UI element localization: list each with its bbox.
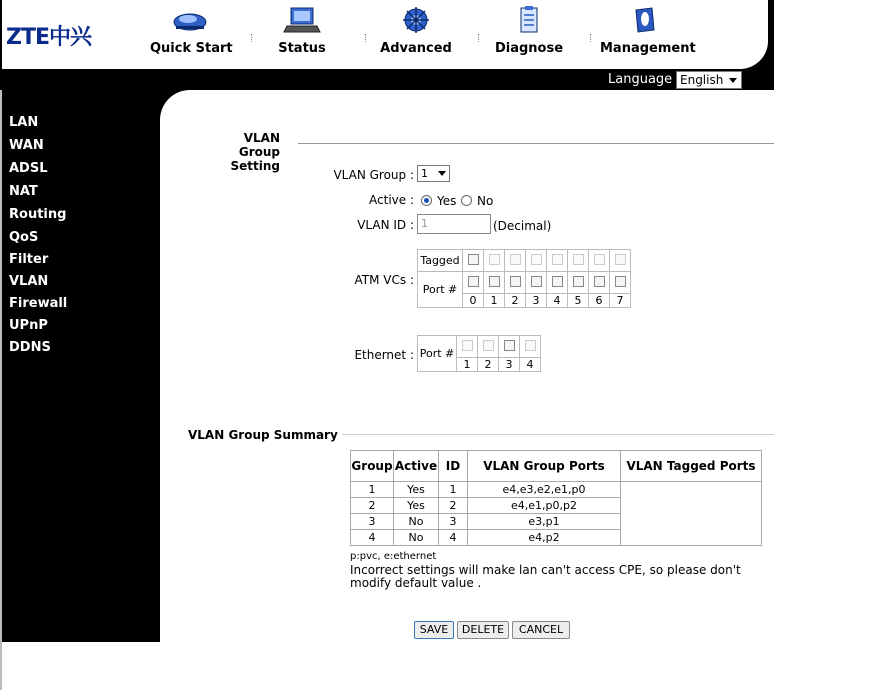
sidebar-item-filter[interactable]: Filter — [9, 252, 49, 267]
port-label-cell — [418, 272, 463, 308]
eth-port-checkbox-1[interactable] — [462, 340, 473, 351]
zte-logo: ZTE中兴 — [6, 25, 91, 50]
port-number: 6 — [589, 294, 610, 308]
sidebar-item-upnp[interactable]: UPnP — [9, 318, 48, 333]
table-cell: No — [394, 530, 439, 546]
status-icon — [282, 6, 322, 34]
sidebar-item-vlan[interactable]: VLAN — [9, 274, 49, 289]
atm-port-checkbox-2[interactable] — [510, 276, 521, 287]
atm-tagged-checkbox-6[interactable] — [594, 254, 605, 265]
sidebar-item-qos[interactable]: QoS — [9, 230, 39, 245]
port-legend: p:pvc, e:ethernet — [350, 551, 437, 562]
table-cell: 2 — [351, 498, 394, 514]
port-number: 7 — [610, 294, 631, 308]
port-number: 4 — [520, 358, 541, 372]
language-value: English — [680, 73, 724, 87]
chevron-down-icon — [729, 78, 737, 83]
tagged-label-cell — [418, 250, 463, 272]
port-number: 4 — [547, 294, 568, 308]
port-number: 1 — [457, 358, 478, 372]
port-number: 1 — [484, 294, 505, 308]
nav-management[interactable] — [600, 4, 696, 64]
sidebar-item-adsl[interactable]: ADSL — [9, 161, 48, 176]
nav-label: Advanced — [380, 41, 452, 56]
sidebar-item-wan[interactable]: WAN — [9, 138, 44, 153]
nav-quick-start[interactable] — [150, 4, 233, 64]
table-cell: e4,e3,e2,e1,p0 — [468, 482, 621, 498]
port-number: 3 — [526, 294, 547, 308]
port-number: 5 — [568, 294, 589, 308]
active-yes-label: Yes — [437, 194, 457, 208]
vlan-group-select[interactable] — [417, 165, 450, 182]
atm-tagged-checkbox-1[interactable] — [489, 254, 500, 265]
nav-divider — [365, 34, 367, 42]
active-yes-radio[interactable] — [421, 195, 432, 206]
active-no-radio[interactable] — [461, 195, 472, 206]
table-cell: 3 — [351, 514, 394, 530]
diagnose-icon — [509, 6, 549, 34]
nav-label: Status — [278, 41, 326, 56]
sidebar-item-firewall[interactable]: Firewall — [9, 296, 68, 311]
atm-port-checkbox-4[interactable] — [552, 276, 563, 287]
sidebar-item-lan[interactable]: LAN — [9, 115, 39, 130]
cancel-button[interactable]: CANCEL — [512, 621, 570, 639]
atm-tagged-checkbox-7[interactable] — [615, 254, 626, 265]
atm-vcs-grid — [417, 249, 631, 308]
sidebar-item-routing[interactable]: Routing — [9, 207, 67, 222]
vlan-id-label: VLAN ID : — [357, 218, 414, 232]
table-cell: 4 — [439, 530, 468, 546]
atm-port-checkbox-5[interactable] — [573, 276, 584, 287]
active-label: Active : — [369, 193, 414, 207]
port-number: 3 — [499, 358, 520, 372]
eth-port-checkbox-4[interactable] — [525, 340, 536, 351]
eth-port-checkbox-3[interactable] — [504, 340, 515, 351]
port-label: Port # — [422, 283, 458, 296]
section-title-line: VLAN Group — [238, 131, 280, 159]
delete-button[interactable]: DELETE — [457, 621, 509, 639]
section-divider — [298, 143, 774, 144]
atm-tagged-checkbox-3[interactable] — [531, 254, 542, 265]
ethernet-grid — [417, 335, 541, 372]
port-number: 2 — [478, 358, 499, 372]
nav-divider — [251, 34, 253, 42]
section-divider — [342, 434, 774, 435]
table-cell: Yes — [394, 482, 439, 498]
atm-port-checkbox-1[interactable] — [489, 276, 500, 287]
table-row — [351, 482, 762, 498]
save-button[interactable]: SAVE — [414, 621, 454, 639]
table-cell: 3 — [439, 514, 468, 530]
nav-advanced[interactable] — [380, 4, 452, 64]
table-cell: No — [394, 514, 439, 530]
eth-port-label-cell — [418, 336, 457, 372]
vlan-group-label: VLAN Group : — [333, 168, 414, 182]
vlan-id-unit: (Decimal) — [493, 219, 552, 233]
atm-tagged-checkbox-2[interactable] — [510, 254, 521, 265]
atm-port-checkbox-6[interactable] — [594, 276, 605, 287]
atm-port-checkbox-0[interactable] — [468, 276, 479, 287]
atm-tagged-checkbox-5[interactable] — [573, 254, 584, 265]
atm-port-checkbox-3[interactable] — [531, 276, 542, 287]
section-title-summary: VLAN Group Summary — [188, 428, 338, 442]
vlan-id-input[interactable]: 1 — [417, 214, 491, 234]
active-no-label: No — [477, 194, 494, 208]
section-title-line: Setting — [230, 159, 280, 173]
atm-tagged-checkbox-0[interactable] — [468, 254, 479, 265]
nav-status[interactable] — [270, 4, 334, 64]
nav-diagnose[interactable] — [494, 4, 564, 64]
port-number: 0 — [463, 294, 484, 308]
table-cell: Yes — [394, 498, 439, 514]
nav-label: Quick Start — [150, 41, 233, 56]
table-cell: e4,e1,p0,p2 — [468, 498, 621, 514]
section-title-vlan-setting — [200, 131, 280, 173]
table-cell: 4 — [351, 530, 394, 546]
language-label: Language — [608, 72, 673, 87]
atm-vcs-label: ATM VCs : — [354, 273, 414, 287]
quick-start-icon — [170, 6, 210, 34]
nav-divider — [478, 34, 480, 42]
vlan-group-value: 1 — [421, 167, 428, 180]
eth-port-checkbox-2[interactable] — [483, 340, 494, 351]
warning-note: Incorrect settings will make lan can't access CPE, so please don't modify default value . — [350, 563, 741, 590]
table-cell: 1 — [439, 482, 468, 498]
management-icon — [624, 6, 664, 34]
column-header: Group — [351, 451, 394, 482]
eth-port-label: Port # — [419, 347, 455, 360]
sidebar-item-nat[interactable]: NAT — [9, 184, 38, 199]
table-cell: e3,p1 — [468, 514, 621, 530]
advanced-icon — [396, 6, 436, 34]
chevron-down-icon — [438, 171, 446, 176]
sidebar-item-ddns[interactable]: DDNS — [9, 340, 51, 355]
column-header: VLAN Tagged Ports — [621, 451, 762, 482]
table-cell: 2 — [439, 498, 468, 514]
ethernet-label: Ethernet : — [354, 348, 414, 362]
column-header: ID — [439, 451, 468, 482]
port-number: 2 — [505, 294, 526, 308]
nav-label: Management — [600, 41, 696, 56]
tagged-ports-cell — [621, 482, 762, 546]
column-header: Active — [394, 451, 439, 482]
nav-label: Diagnose — [494, 41, 564, 56]
table-cell: e4,p2 — [468, 530, 621, 546]
nav-divider — [590, 34, 592, 42]
language-select[interactable] — [676, 71, 742, 89]
column-header: VLAN Group Ports — [468, 451, 621, 482]
table-cell: 1 — [351, 482, 394, 498]
atm-tagged-checkbox-4[interactable] — [552, 254, 563, 265]
tagged-label: Tagged — [420, 254, 460, 267]
atm-port-checkbox-7[interactable] — [615, 276, 626, 287]
vlan-summary-table — [350, 450, 762, 546]
